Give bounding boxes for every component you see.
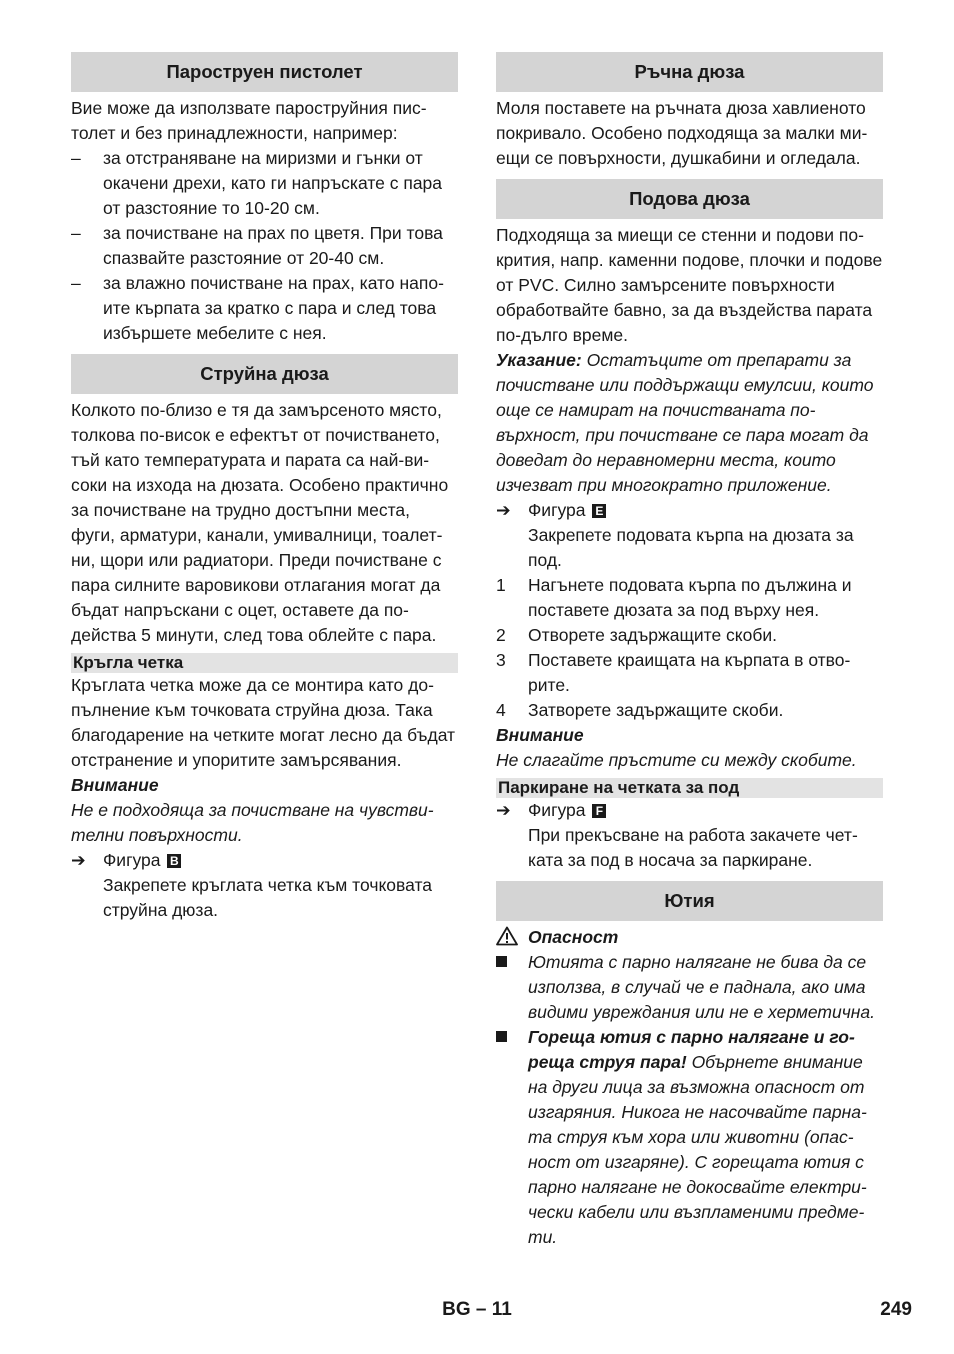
page-number: 249 — [880, 1299, 912, 1320]
attention-label: Внимание — [71, 775, 159, 795]
heading-floor-nozzle: Подова дюза — [496, 179, 883, 219]
danger-item — [496, 950, 883, 1025]
figure-instruction — [496, 523, 883, 573]
dash-marker: – — [71, 223, 81, 243]
dash-marker: – — [71, 148, 81, 168]
list-item-text: за почистване на прах по цветя. При това спазвайте разстояние от 20-40 см. — [103, 223, 443, 268]
floor-nozzle-text: Подходяща за миещи се стенни и подови покрития, напр. каменни подове, плочки и подове от PVC. Силно замърсените повърхности обработвайте бавно, за да въздейства парата по-дълго време. — [496, 225, 883, 345]
dash-marker: – — [71, 273, 81, 293]
step-number: 4 — [496, 700, 506, 720]
figure-label: Фигура — [528, 800, 586, 820]
figure-reference — [496, 498, 883, 523]
step-item — [496, 648, 883, 698]
note-label: Указание: — [496, 350, 582, 370]
steam-gun-intro: Вие може да използвате пароструйния пистолет и без принадлежности, например: — [71, 98, 427, 143]
square-bullet-icon — [496, 1025, 524, 1050]
figure-instruction — [71, 873, 458, 923]
step-item — [496, 698, 883, 723]
square-bullet-icon — [496, 950, 524, 975]
right-column — [496, 52, 883, 1250]
figure-instruction-text: Закрепете кръглата четка към точковата струйна дюза. — [103, 875, 433, 920]
step-text: Поставете краищата на кърпата в отворите. — [528, 650, 851, 695]
figure-reference — [496, 798, 883, 823]
danger-item — [496, 1025, 883, 1250]
note-text: Остатъците от препарати за почистване или поддържащи емулсии, които още се намират на почистваната повърхност, при почистване се пара могат да доведат до неравномерни места, които изчезват при многократно приложение. — [496, 350, 874, 495]
step-text: Затворете задържащите скоби. — [528, 700, 784, 720]
figure-instruction-text: При прекъсване на работа закачете четката за под в носача за паркиране. — [528, 825, 858, 870]
step-item — [496, 573, 883, 623]
danger-heading — [496, 925, 883, 950]
figure-instruction-text: Закрепете подовата кърпа на дюзата за под. — [528, 525, 854, 570]
arrow-icon: ➔ — [496, 500, 511, 520]
round-brush-text: Кръглата четка може да се монтира като допълнение към точковата струйна дюза. Така благодарение на четките могат лесно да бъдат отстранение и упоритите замърсявания. — [71, 675, 456, 770]
arrow-icon: ➔ — [496, 800, 511, 820]
figure-letter-badge: E — [592, 504, 606, 518]
danger-item-text: Ютията с парно налягане не бива да се използва, в случай че е паднала, ако има видими увреждания или не е херметична. — [528, 952, 876, 1022]
figure-reference — [71, 848, 458, 873]
heading-hand-nozzle: Ръчна дюза — [496, 52, 883, 92]
warning-triangle-icon — [496, 926, 518, 953]
figure-label: Фигура — [103, 850, 161, 870]
list-item — [71, 221, 458, 271]
jet-nozzle-text: Колкото по-близо е тя да замърсеното място, толкова по-висок е ефектът от почистването, тъй като температурата и парата са най-високи на изхода на дюзата. Особено практично за почистване на трудно достъпни места, фуги, арматури, канали, умивалници, тоалетни, щори или радиатори. Преди почистване с пара силните варовикови отлагания могат да бъдат напръскани с оцет, оставете да подейства 5 минути, след това облейте с пара. — [71, 400, 449, 645]
step-number: 3 — [496, 650, 506, 670]
attention-text: Не слагайте пръстите си между скобите. — [496, 750, 857, 770]
danger-item-bold: Гореща ютия с парно налягане и гореща струя пара! — [528, 1027, 855, 1072]
heading-jet-nozzle: Струйна дюза — [71, 354, 458, 394]
attention-text: Не е подходяща за почистване на чувствителни повърхности. — [71, 800, 434, 845]
subheading-round-brush: Кръгла четка — [71, 653, 458, 673]
left-column — [71, 52, 458, 923]
hand-nozzle-text: Моля поставете на ръчната дюза хавлиеното покривало. Особено подходяща за малки миещи се повърхности, душкабини и огледала. — [496, 98, 868, 168]
figure-letter-badge: F — [592, 804, 606, 818]
figure-letter-badge: B — [167, 854, 181, 868]
footer-section-label: BG – 11 — [442, 1299, 512, 1320]
step-item — [496, 623, 883, 648]
step-text: Отворете задържащите скоби. — [528, 625, 778, 645]
list-item-text: за влажно почистване на прах, като напоите кърпата за кратко с пара и след това избършете мебелите с нея. — [103, 273, 444, 343]
subheading-floor-brush-parking: Паркиране на четката за под — [496, 778, 883, 798]
step-number: 2 — [496, 625, 506, 645]
attention-label: Внимание — [496, 725, 584, 745]
step-text: Нагънете подовата кърпа по дължина и поставете дюзата за под върху нея. — [528, 575, 852, 620]
danger-label: Опасност — [528, 927, 619, 947]
list-item — [71, 146, 458, 221]
heading-steam-gun: Пароструен пистолет — [71, 52, 458, 92]
figure-instruction — [496, 823, 883, 873]
list-item-text: за отстраняване на миризми и гънки от окачени дрехи, като ги напръскате с пара от разстояние то 10-20 см. — [103, 148, 443, 218]
heading-iron: Ютия — [496, 881, 883, 921]
figure-label: Фигура — [528, 500, 586, 520]
danger-item-text: Обърнете внимание на други лица за възможна опасност от изгаряния. Никога не насочвайте парната струя към хора или животни (опасност от изгаряне). С горещата ютия с парно налягане не докосвайте електрически кабели или възпламеними предмети. — [528, 1052, 867, 1247]
step-number: 1 — [496, 575, 506, 595]
note-paragraph — [496, 348, 883, 498]
arrow-icon: ➔ — [71, 850, 86, 870]
list-item — [71, 271, 458, 346]
